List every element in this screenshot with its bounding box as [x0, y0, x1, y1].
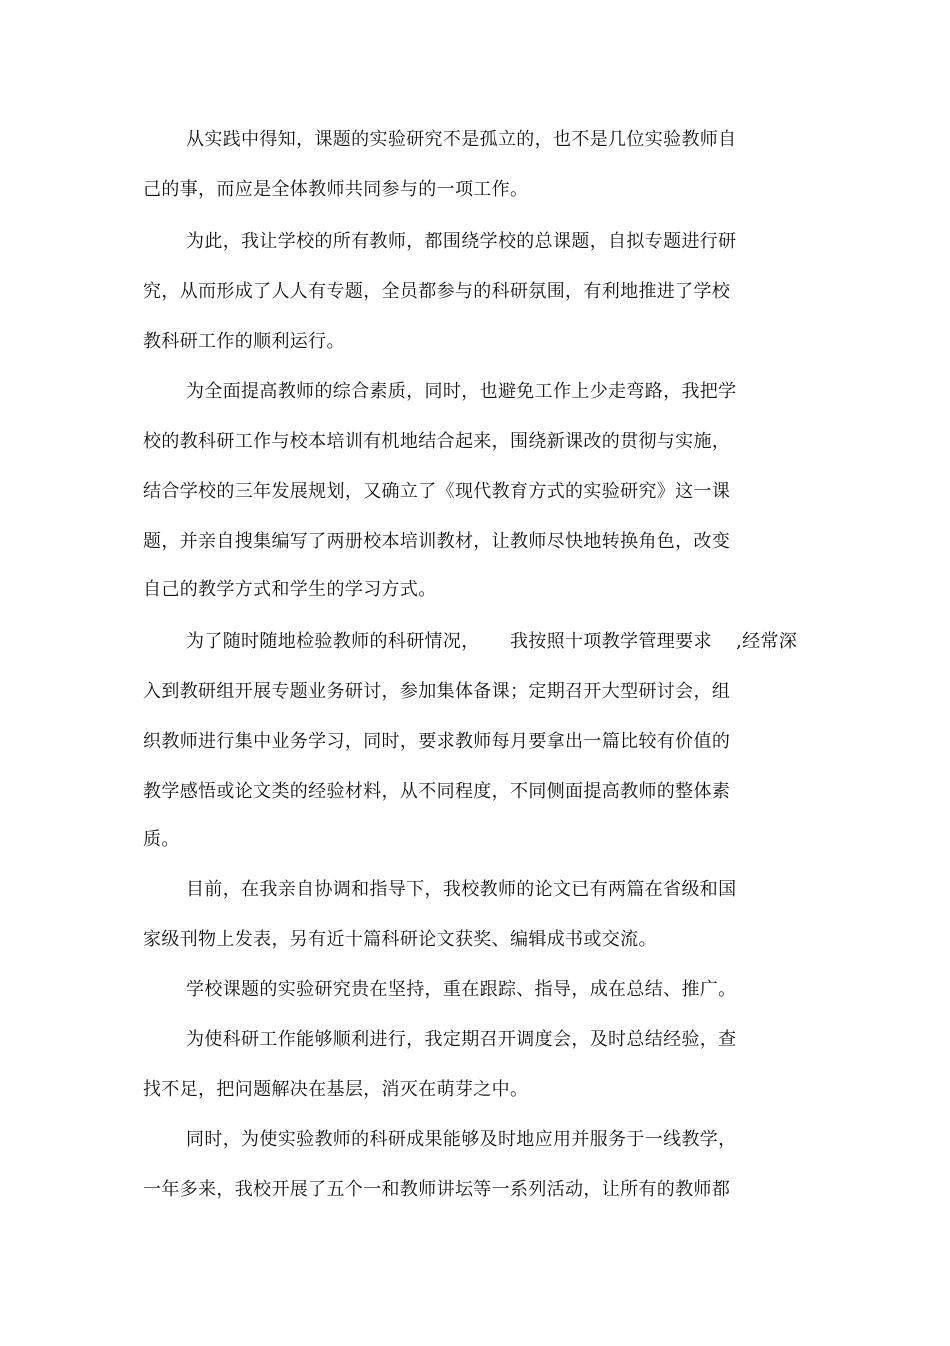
paragraph-1-line-1: 从实践中得知，课题的实验研究不是孤立的，也不是几位实验教师自	[186, 129, 737, 150]
paragraph-5-line-2: 家级刊物上发表，另有近十篇科研论文获奖、编辑成书或交流。	[143, 929, 657, 950]
paragraph-8-line-1: 同时，为使实验教师的科研成果能够及时地应用并服务于一线教学，	[186, 1129, 737, 1150]
paragraph-5-line-1: 目前，在我亲自协调和指导下，我校教师的论文已有两篇在省级和国	[186, 879, 737, 900]
paragraph-7-line-2: 找不足，把问题解决在基层，消灭在萌芽之中。	[143, 1079, 529, 1100]
paragraph-6-line-1: 学校课题的实验研究贵在坚持，重在跟踪、指导，成在总结、推广。	[186, 979, 737, 1000]
paragraph-2-line-1: 为此，我让学校的所有教师，都围绕学校的总课题，自拟专题进行研	[186, 231, 737, 252]
paragraph-4-line-1: 为了随时随地检验教师的科研情况， 我按照十项教学管理要求 ,经常深	[186, 631, 798, 652]
paragraph-4-line-4: 教学感悟或论文类的经验材料，从不同程度，不同侧面提高教师的整体素	[143, 781, 731, 802]
paragraph-7-line-1: 为使科研工作能够顺利进行，我定期召开调度会，及时总结经验，查	[186, 1029, 737, 1050]
paragraph-2-line-2: 究，从而形成了人人有专题，全员都参与的科研氛围，有利地推进了学校	[143, 281, 731, 302]
paragraph-3-line-1: 为全面提高教师的综合素质，同时，也避免工作上少走弯路，我把学	[186, 381, 737, 402]
paragraph-4-line-2: 入到教研组开展专题业务研讨，参加集体备课；定期召开大型研讨会，组	[143, 681, 731, 702]
paragraph-2-line-3: 教科研工作的顺利运行。	[143, 331, 345, 352]
paragraph-3-line-5: 自己的教学方式和学生的学习方式。	[143, 579, 437, 600]
paragraph-3-line-4: 题，并亲自搜集编写了两册校本培训教材，让教师尽快地转换角色，改变	[143, 531, 731, 552]
paragraph-8-line-2: 一年多来，我校开展了五个一和教师讲坛等一系列活动，让所有的教师都	[143, 1179, 731, 1200]
paragraph-1-line-2: 己的事，而应是全体教师共同参与的一项工作。	[143, 179, 529, 200]
paragraph-3-line-2: 校的教科研工作与校本培训有机地结合起来，围绕新课改的贯彻与实施，	[143, 431, 731, 452]
paragraph-4-line-3: 织教师进行集中业务学习，同时，要求教师每月要拿出一篇比较有价值的	[143, 731, 731, 752]
paragraph-3-line-3: 结合学校的三年发展规划，又确立了《现代教育方式的实验研究》这一课	[143, 481, 731, 502]
paragraph-4-line-5: 质。	[143, 829, 180, 850]
